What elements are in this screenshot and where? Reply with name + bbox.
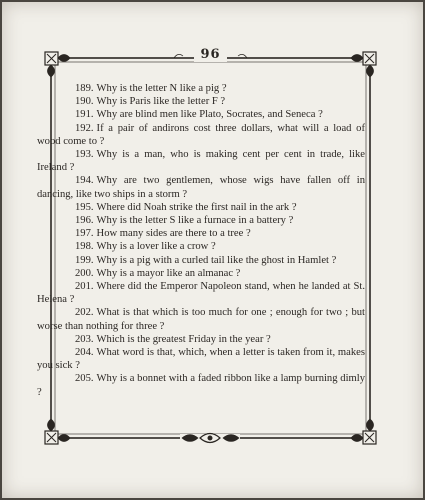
question-number: 199. (75, 254, 94, 266)
question-number: 190. (75, 96, 94, 108)
question-text: Which is the greatest Friday in the year ? (96, 333, 271, 345)
question-item (37, 148, 365, 174)
question-text: If a pair of andirons cost three dollars, what will a load of wood come to ? (37, 122, 365, 147)
question-number: 194. (75, 175, 94, 187)
question-text: Why is a mayor like an almanac ? (96, 267, 241, 279)
page-number: 96 (42, 47, 379, 62)
question-text: Why is the letter S like a furnace in a battery ? (96, 215, 294, 227)
question-text: Where did the Emperor Napoleon stand, when he landed at St. Helena ? (37, 281, 365, 306)
question-item (37, 214, 365, 227)
question-item (37, 174, 365, 200)
question-number: 200. (75, 267, 94, 279)
question-item (37, 333, 365, 346)
question-number: 193. (75, 149, 94, 161)
corner-ornament-bottom-right (351, 419, 376, 444)
question-text: Why is a bonnet with a faded ribbon like a lamp burning dimly ? (37, 373, 365, 398)
question-text: Why is the letter N like a pig ? (96, 83, 227, 94)
question-list (37, 82, 365, 399)
question-item (37, 306, 365, 332)
question-number: 203. (75, 333, 94, 345)
question-text: How many sides are there to a tree ? (96, 228, 251, 240)
question-number: 189. (75, 83, 94, 94)
question-text: What is that which is too much for one ; enough for two ; but worse than nothing for three ? (37, 307, 365, 332)
question-number: 204. (75, 347, 94, 359)
corner-ornament-bottom-left (45, 419, 70, 444)
question-item (37, 240, 365, 253)
question-item (37, 201, 365, 214)
question-item (37, 82, 365, 95)
question-item (37, 108, 365, 121)
question-item (37, 95, 365, 108)
bottom-center-ornament (180, 434, 240, 443)
question-number: 192. (75, 122, 94, 134)
question-item (37, 280, 365, 306)
question-number: 195. (75, 201, 94, 213)
question-number: 196. (75, 215, 94, 227)
question-text: Why is a pig with a curled tail like the ghost in Hamlet ? (96, 254, 337, 266)
question-item (37, 346, 365, 372)
question-text: What word is that, which, when a letter is taken from it, makes you sick ? (37, 347, 365, 372)
question-number: 197. (75, 228, 94, 240)
question-text: Why are two gentlemen, whose wigs have fallen off in dancing, like two ships in a storm ? (37, 175, 365, 200)
question-text: Why is Paris like the letter F ? (96, 96, 226, 108)
scanned-page (2, 2, 423, 498)
question-item (37, 254, 365, 267)
question-number: 198. (75, 241, 94, 253)
question-number: 205. (75, 373, 94, 385)
question-item (37, 267, 365, 280)
question-item (37, 227, 365, 240)
question-text: Where did Noah strike the first nail in the ark ? (96, 201, 297, 213)
question-item (37, 372, 365, 398)
question-text: Why is a lover like a crow ? (96, 241, 216, 253)
question-number: 201. (75, 281, 94, 293)
question-item (37, 122, 365, 148)
question-text: Why is a man, who is making cent per cent in trade, like Ireland ? (37, 149, 365, 174)
question-text: Why are blind men like Plato, Socrates, and Seneca ? (96, 109, 323, 121)
question-number: 191. (75, 109, 94, 121)
question-number: 202. (75, 307, 94, 319)
